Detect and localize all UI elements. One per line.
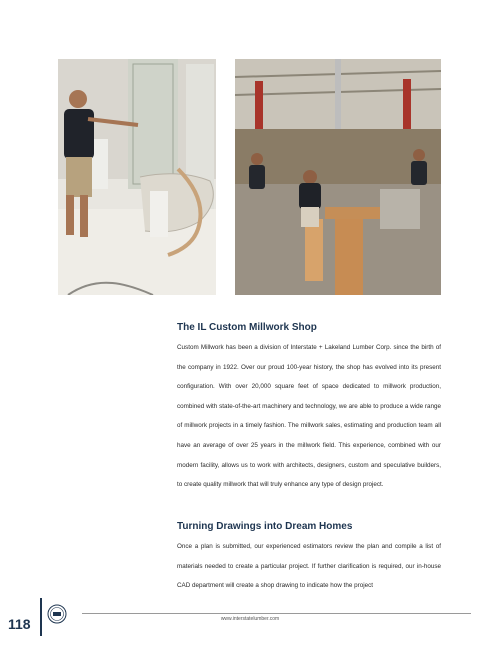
footer-rule (82, 613, 471, 614)
section-body-custom-millwork: Custom Millwork has been a division of Interstate + Lakeland Lumber Corp. since the birth of the company in 1922. Over our proud 100-year history, the shop has evolved into its present configuration. With over 20,000 square feet of space dedicated to millwork production, combined with state-of-the-art machinery and technology, we are able to produce a wide range of millwork projects in a timely fashion. The millwork sales, estimating and production team all have an average of over 25 years in the millwork field. This experience, combined with our modern facility, allows us to work with architects, designers, custom and speculative builders, to create quality millwork that will truly enhance any type of design project. (177, 344, 441, 489)
spray-finishing-illustration (58, 59, 216, 295)
section-body-dream-homes: Once a plan is submitted, our experienced estimators review the plan and compile a list of materials needed to create a particular project. If further clarification is required, our in-house CAD department will create a shop drawing to indicate how the project (177, 543, 441, 590)
page-number: 118 (8, 616, 31, 632)
millwork-shop-floor-photo (235, 59, 441, 295)
section-heading-dream-homes: Turning Drawings into Dream Homes (177, 521, 353, 532)
section-heading-custom-millwork: The IL Custom Millwork Shop (177, 322, 317, 333)
spray-finishing-photo (58, 59, 216, 295)
footer-website-link[interactable]: www.interstatelumber.com (220, 616, 280, 622)
shop-floor-illustration (235, 59, 441, 295)
